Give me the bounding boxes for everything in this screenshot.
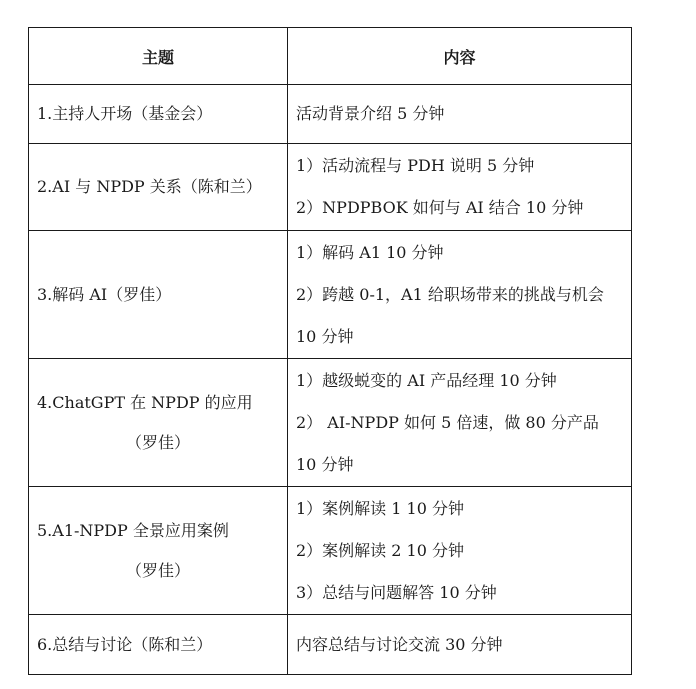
table-row [29,487,632,615]
content-cell [288,144,632,231]
topic-presenter: （罗佳） [125,560,190,580]
topic-text: 6.总结与讨论（陈和兰） [37,634,213,654]
content-item: 1）活动流程与 PDH 说明 5 分钟 [296,156,535,175]
content-cell [288,615,632,675]
topic-cell [29,615,288,675]
topic-text: 2.AI 与 NPDP 关系（陈和兰） [37,177,262,196]
table-row [29,359,632,487]
table-row [29,615,632,675]
topic-cell [29,144,288,231]
topic-presenter: （罗佳） [125,432,190,452]
content-cell [288,85,632,144]
content-item: 2）NPDPBOK 如何与 AI 结合 10 分钟 [296,198,584,217]
table-row [29,231,632,359]
topic-cell [29,487,288,615]
content-item: 3）总结与问题解答 10 分钟 [296,582,497,602]
content-item: 内容总结与讨论交流 30 分钟 [296,634,503,654]
header-row [29,28,632,85]
header-topic: 主题 [29,28,288,85]
table-row [29,85,632,144]
topic-text: 4.ChatGPT 在 NPDP 的应用 [37,392,253,412]
content-item: 1）越级蜕变的 AI 产品经理 10 分钟 [296,370,557,390]
content-cell [288,487,632,615]
content-item: 2） AI-NPDP 如何 5 倍速，做 80 分产品 10 分钟 [296,412,599,474]
content-cell [288,231,632,359]
content-cell [288,359,632,487]
topic-cell [29,359,288,487]
topic-text: 3.解码 AI（罗佳） [37,284,172,304]
topic-text: 5.A1-NPDP 全景应用案例 [37,520,229,540]
topic-cell [29,231,288,359]
topic-cell [29,85,288,144]
table-row [29,144,632,231]
content-item: 1）解码 A1 10 分钟 [296,242,444,262]
topic-text: 1.主持人开场（基金会） [37,104,213,123]
agenda-table [28,27,632,675]
content-item: 1）案例解读 1 10 分钟 [296,498,464,518]
content-item: 2）跨越 0-1，A1 给职场带来的挑战与机会 10 分钟 [296,284,604,346]
content-item: 2）案例解读 2 10 分钟 [296,540,464,560]
content-item: 活动背景介绍 5 分钟 [296,104,445,123]
header-content: 内容 [288,28,632,85]
